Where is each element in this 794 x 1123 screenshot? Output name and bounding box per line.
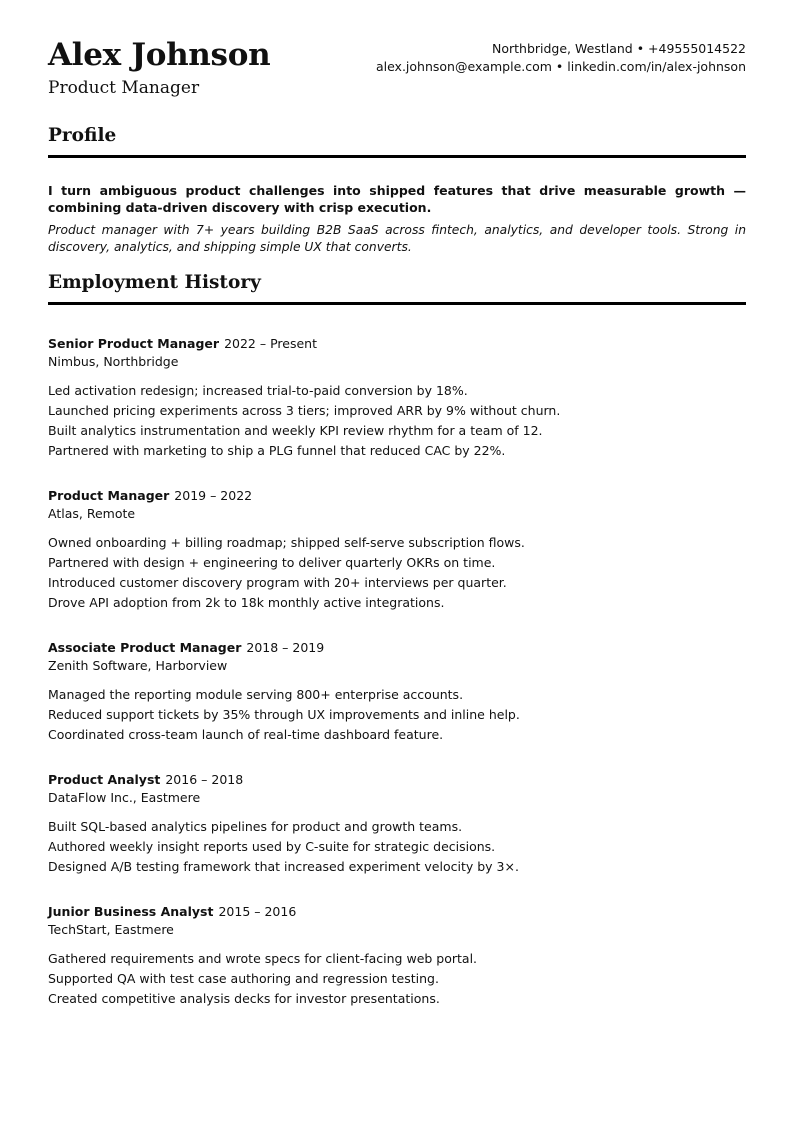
job-organization: DataFlow Inc., Eastmere — [48, 790, 201, 805]
job-title: Product Manager — [48, 488, 170, 503]
achievement-item: Coordinated cross-team launch of real-time dashboard feature. — [48, 727, 444, 742]
job-title: Junior Business Analyst — [48, 904, 214, 919]
achievement-item: Designed A/B testing framework that increased experiment velocity by 3×. — [48, 859, 519, 874]
employment-list — [48, 335, 746, 1035]
job-dates: 2018 – 2019 — [246, 640, 325, 655]
achievement-item: Led activation redesign; increased trial-to-paid conversion by 18%. — [48, 383, 468, 398]
job-organization: TechStart, Eastmere — [48, 922, 174, 937]
job-organization: Zenith Software, Harborview — [48, 658, 228, 673]
achievement-item: Introduced customer discovery program with 20+ interviews per quarter. — [48, 575, 507, 590]
job-achievements — [48, 685, 746, 745]
job-title: Product Analyst — [48, 772, 161, 787]
employment-divider — [48, 302, 746, 305]
candidate-name: Alex Johnson — [48, 37, 271, 73]
contact-location-phone: Northbridge, Westland • +49555014522 — [491, 41, 746, 56]
job-dates: 2022 – Present — [224, 336, 317, 351]
job-entry — [48, 487, 746, 613]
profile-divider — [48, 155, 746, 158]
job-entry — [48, 639, 746, 745]
job-dates: 2016 – 2018 — [165, 772, 244, 787]
achievement-item: Created competitive analysis decks for investor presentations. — [48, 991, 440, 1006]
job-dates: 2015 – 2016 — [218, 904, 297, 919]
achievement-item: Owned onboarding + billing roadmap; shipped self-serve subscription flows. — [48, 535, 525, 550]
achievement-item: Authored weekly insight reports used by C-suite for strategic decisions. — [48, 839, 496, 854]
profile-summary: Product manager with 7+ years building B2B SaaS across fintech, analytics, and developer tools. Strong in discovery, analytics, and shipping simple UX that converts. — [48, 223, 746, 254]
achievement-item: Drove API adoption from 2k to 18k monthly active integrations. — [48, 595, 445, 610]
resume-page — [48, 0, 746, 1006]
job-organization: Atlas, Remote — [48, 506, 136, 521]
profile-heading: Profile — [48, 125, 117, 146]
achievement-item: Managed the reporting module serving 800+ enterprise accounts. — [48, 687, 464, 702]
job-achievements — [48, 381, 746, 461]
contact-email-linkedin: alex.johnson@example.com • linkedin.com/in/alex-johnson — [375, 59, 746, 74]
job-entry — [48, 903, 746, 1009]
job-organization: Nimbus, Northbridge — [48, 354, 179, 369]
job-title: Associate Product Manager — [48, 640, 242, 655]
job-achievements — [48, 817, 746, 877]
job-entry — [48, 335, 746, 461]
job-header — [48, 487, 746, 505]
job-header — [48, 903, 746, 921]
job-header — [48, 771, 746, 789]
job-entry — [48, 771, 746, 877]
job-achievements — [48, 949, 746, 1009]
resume-header — [48, 0, 746, 120]
employment-heading: Employment History — [48, 272, 261, 293]
job-title: Senior Product Manager — [48, 336, 220, 351]
achievement-item: Launched pricing experiments across 3 tiers; improved ARR by 9% without churn. — [48, 403, 561, 418]
job-dates: 2019 – 2022 — [174, 488, 253, 503]
contact-block — [376, 40, 746, 76]
candidate-title: Product Manager — [48, 78, 200, 98]
achievement-item: Partnered with design + engineering to deliver quarterly OKRs on time. — [48, 555, 496, 570]
job-header — [48, 639, 746, 657]
profile-lead: I turn ambiguous product challenges into shipped features that drive measurable growth — combining data-driven discovery with crisp execution. — [48, 183, 746, 215]
job-achievements — [48, 533, 746, 613]
achievement-item: Supported QA with test case authoring and regression testing. — [48, 971, 439, 986]
achievement-item: Built SQL-based analytics pipelines for product and growth teams. — [48, 819, 463, 834]
achievement-item: Partnered with marketing to ship a PLG funnel that reduced CAC by 22%. — [48, 443, 506, 458]
achievement-item: Built analytics instrumentation and weekly KPI review rhythm for a team of 12. — [48, 423, 543, 438]
achievement-item: Reduced support tickets by 35% through UX improvements and inline help. — [48, 707, 520, 722]
achievement-item: Gathered requirements and wrote specs for client-facing web portal. — [48, 951, 478, 966]
job-header — [48, 335, 746, 353]
